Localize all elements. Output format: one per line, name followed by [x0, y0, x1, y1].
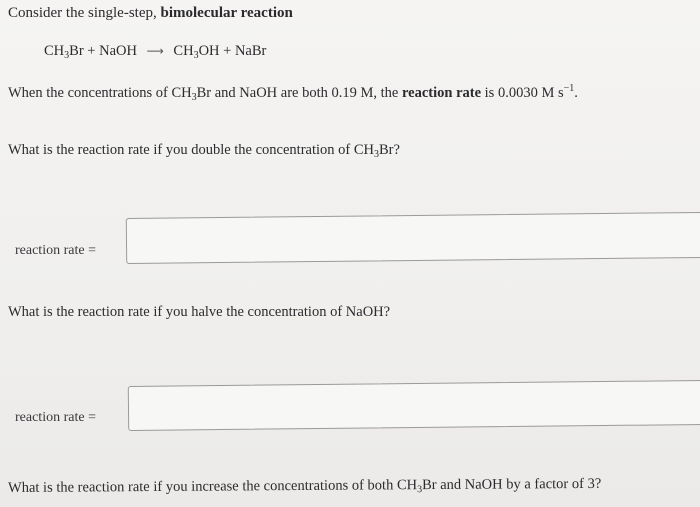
- reaction-rate-input-2[interactable]: [129, 381, 700, 430]
- reaction-rate-field-1[interactable]: [126, 212, 700, 264]
- intro-bold: bimolecular reaction: [160, 5, 293, 21]
- question-3: What is the reaction rate if you increase the concentrations of both $CH_3Br$ and NaOH by a factor of 3?: [7, 475, 602, 496]
- given-conditions: When the concentrations of $CH_3Br$ and NaOH are both 0.19 M, the reaction rate is 0.0030 M $s^{-1}$.: [8, 83, 578, 103]
- plus-sign: +: [83, 43, 100, 59]
- reaction-rate-label-2: reaction rate =: [15, 410, 96, 425]
- product-2: NaBr: [234, 43, 267, 59]
- reaction-rate-label-1: reaction rate =: [15, 243, 96, 258]
- product-1: $CH_3OH$: [173, 43, 220, 61]
- question-1: What is the reaction rate if you double the concentration of $CH_3Br$?: [8, 142, 400, 160]
- intro-text: [8, 5, 293, 22]
- reaction-rate-field-2[interactable]: [128, 380, 700, 431]
- plus-sign: +: [219, 43, 235, 59]
- reactant-1: $CH_3Br$: [44, 43, 84, 61]
- reaction-equation: [44, 43, 266, 60]
- question-2: What is the reaction rate if you halve the concentration of NaOH?: [8, 304, 391, 320]
- reactant-2: NaOH: [99, 43, 137, 59]
- reaction-rate-input-1[interactable]: [127, 213, 700, 263]
- intro-prefix: Consider the single-step,: [8, 5, 161, 21]
- arrow-icon: ⟶: [146, 44, 164, 58]
